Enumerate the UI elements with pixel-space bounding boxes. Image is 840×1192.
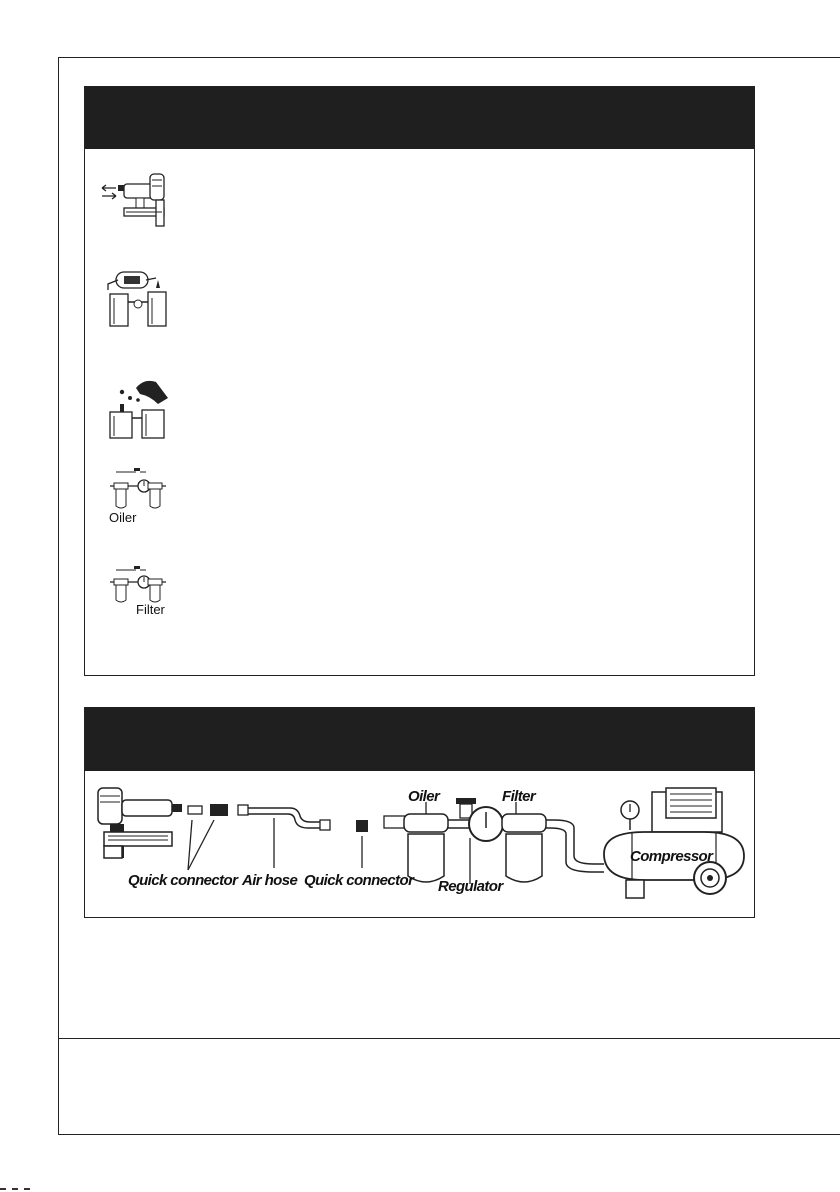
maintenance-header-bar (85, 87, 754, 149)
maintenance-step-3 (96, 378, 176, 440)
quick-connector-tool-label: Quick connector (128, 872, 238, 889)
oiler-diagram-label: Oiler (408, 788, 440, 805)
quick-connector-line-icon (356, 820, 368, 868)
filter-label: Filter (136, 602, 165, 617)
air-hose-icon (238, 805, 330, 868)
maintenance-step-5 (96, 566, 176, 622)
nailer-icon (98, 788, 182, 858)
compressor-icon (604, 788, 744, 898)
air-hose-label: Air hose (242, 872, 298, 889)
quick-connector-line-label: Quick connector (304, 872, 414, 889)
nailer-air-connect-icon (96, 172, 176, 234)
filter-diagram-label: Filter (502, 788, 536, 805)
air-supply-header-bar (85, 708, 754, 771)
maintenance-step-2 (96, 270, 176, 328)
oil-can-refill-icon (96, 270, 176, 328)
regulator-label: Regulator (438, 878, 503, 895)
footer-rule (58, 1038, 840, 1039)
oiler-label: Oiler (109, 510, 137, 525)
maintenance-step-4 (96, 468, 176, 528)
frl-unit-icon (384, 798, 604, 884)
bottom-crop-marks (0, 1188, 840, 1192)
frl-unit-filter-icon (96, 566, 176, 606)
quick-connector-tool-icon (188, 804, 228, 870)
air-supply-diagram (84, 772, 753, 916)
drain-water-icon (96, 378, 176, 440)
maintenance-step-1 (96, 172, 176, 234)
frl-unit-oiler-icon (96, 468, 176, 512)
compressor-label: Compressor (630, 848, 713, 865)
maintenance-section (84, 86, 755, 676)
